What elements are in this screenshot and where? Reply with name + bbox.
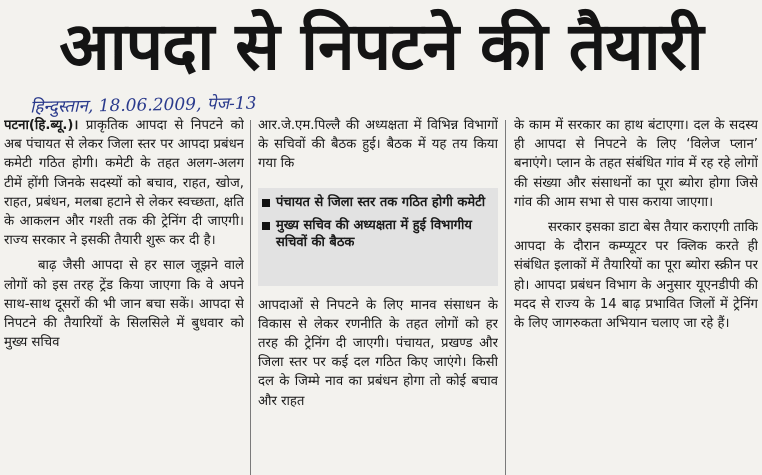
bullet-text: मुख्य सचिव की अध्यक्षता में हुई विभागीय सचिवों की बैठक bbox=[276, 217, 472, 250]
paragraph-text: सरकार इसका डाटा बेस तैयार कराएगी ताकि आपदा के दौरान कम्प्यूटर पर क्लिक करते ही संबंधित इलाकों में तैयारियों का पूरा ब्योरा स्क्रीन पर हो। आपदा प्रबंधन विभाग के अनुसार यूएनडीपी की मदद से राज्य के 14 बाढ़ प्रभावित जिलों में ट्रेनिंग के लिए जागरुकता अभियान चलाए जा रहे हैं। bbox=[514, 220, 758, 332]
highlight-bullet bbox=[262, 194, 494, 211]
paragraph bbox=[4, 256, 244, 352]
bullet-text: पंचायत से जिला स्तर तक गठित होगी कमेटी bbox=[276, 194, 486, 210]
highlight-bullet bbox=[262, 217, 494, 251]
column-divider bbox=[250, 120, 251, 475]
headline: आपदा से निपटने की तैयारी bbox=[59, 8, 703, 85]
paragraph: आर.जे.एम.पिल्लै की अध्यक्षता में विभिन्न विभागों के सचिवों की बैठक हुई। बैठक में यह तय किया गया कि bbox=[258, 118, 498, 172]
column-divider bbox=[505, 120, 506, 475]
square-bullet-icon bbox=[262, 199, 270, 207]
article-column-2 bbox=[258, 116, 498, 475]
handwritten-source-note: हिन्दुस्तान, 18.06.2009, पेज-13 bbox=[29, 93, 257, 118]
dateline: पटना(हि.ब्यू.)। bbox=[4, 118, 79, 133]
paragraph: के काम में सरकार का हाथ बंटाएगा। दल के सदस्य ही आपदा से निपटने के लिए ‘विलेज प्लान’ बनाएंगे। प्लान के तहत संबंधित गांव में रह रहे लोगों की संख्या और संसाधनों का पूरा ब्योरा होगा जिसे गांव की आम सभा से पास कराया जाएगा। bbox=[514, 118, 758, 210]
article-column-3 bbox=[514, 116, 758, 475]
paragraph bbox=[4, 116, 244, 250]
paragraph-text: प्राकृतिक आपदा से निपटने को अब पंचायत से लेकर जिला स्तर पर आपदा प्रबंधन कमेटी गठित होगी। कमेटी के तहत अलग-अलग टीमें होंगी जिनके सदस्यों को बचाव, राहत, खोज, राहत, प्रबंधन, मलबा हटाने से लेकर स्वच्छता, क्षति के आकलन और गश्ती तक की ट्रेनिंग दी जाएगी। राज्य सरकार ने इसकी तैयारी शुरू कर दी है। bbox=[4, 118, 244, 249]
highlight-box bbox=[258, 188, 498, 286]
article-column-1 bbox=[4, 116, 244, 475]
paragraph bbox=[514, 218, 758, 333]
paragraph: आपदाओं से निपटने के लिए मानव संसाधन के विकास से लेकर रणनीति के तहत लोगों को हर तरह की ट्रेनिंग दी जाएगी। पंचायत, प्रखण्ड और जिला स्तर पर कई दल गठित किए जाएंगे। किसी दल के जिम्मे नाव का प्रबंधन होगा तो कोई बचाव और राहत bbox=[258, 297, 498, 409]
paragraph-text: बाढ़ जैसी आपदा से हर साल जूझने वाले लोगों को इस तरह ट्रेंड किया जाएगा कि वे अपने साथ-साथ दूसरों की भी जान बचा सकें। आपदा से निपटने की तैयारियों के सिलसिले में बुधवार को मुख्य सचिव bbox=[4, 258, 244, 351]
square-bullet-icon bbox=[262, 222, 270, 230]
